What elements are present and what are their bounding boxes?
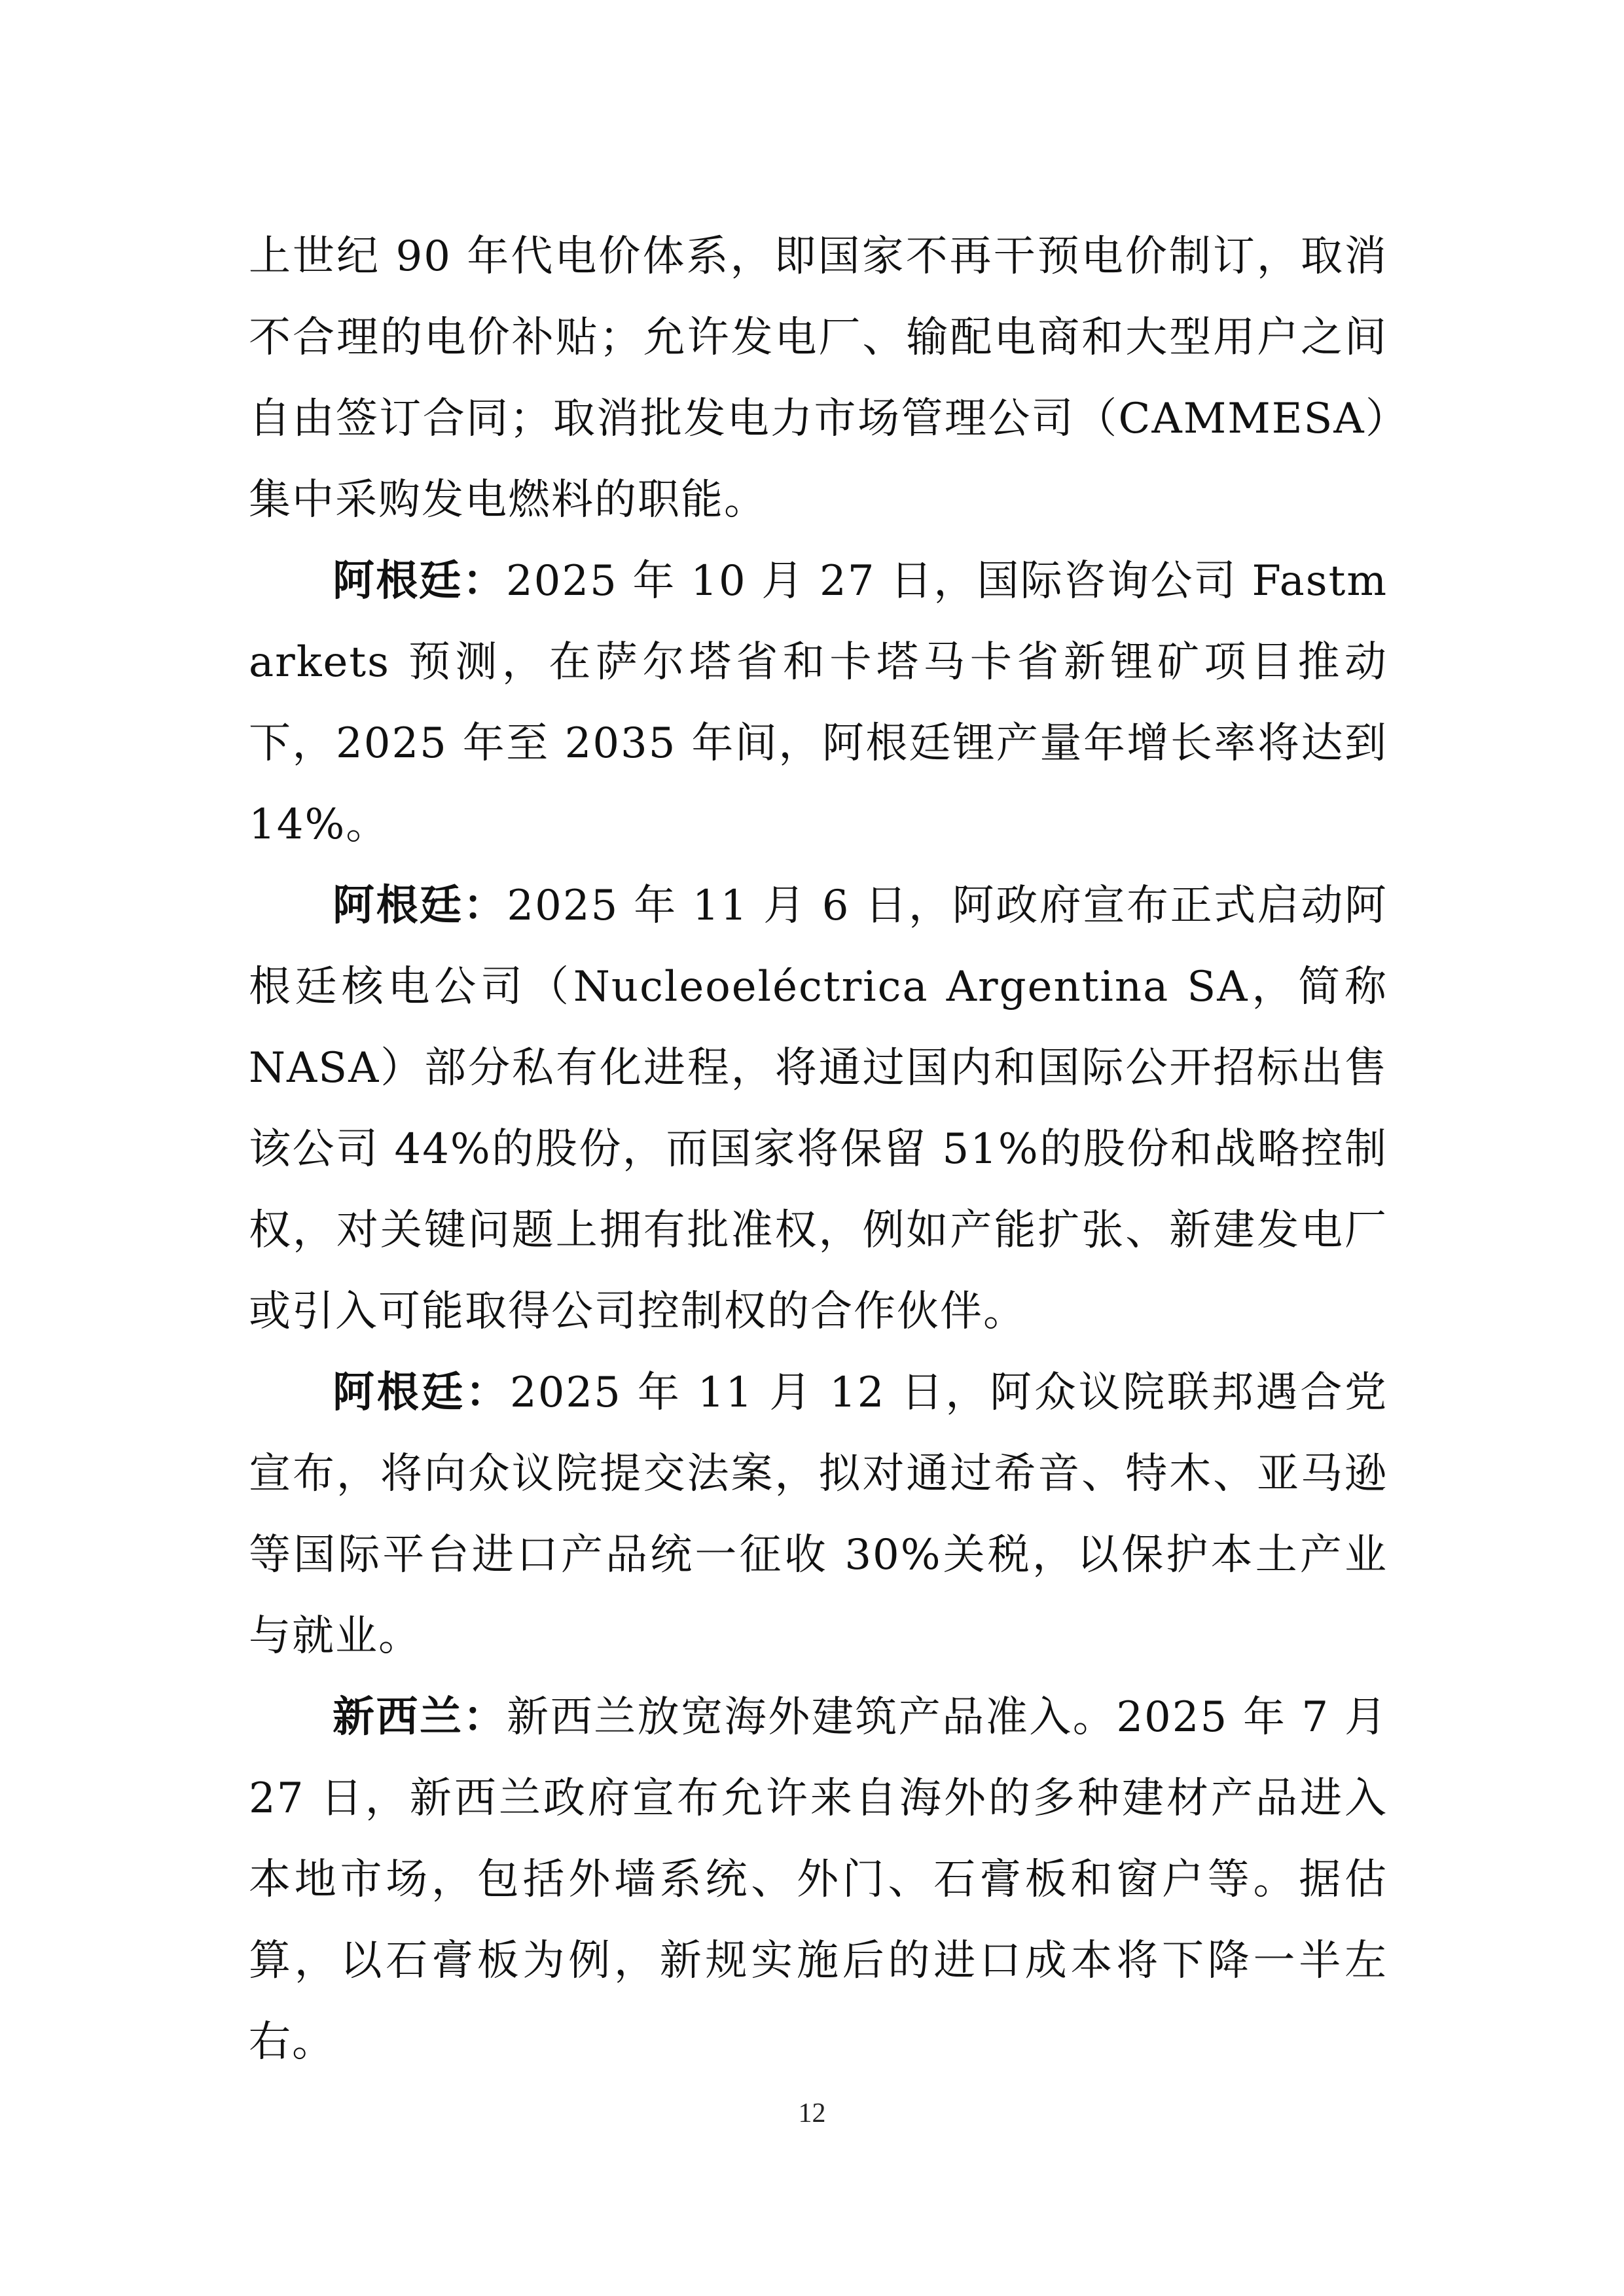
country-label: 阿根廷： [333, 1368, 510, 1417]
paragraph-argentina-tariff [249, 1352, 1388, 1677]
country-label: 阿根廷： [333, 556, 506, 605]
paragraph-text: 2025 年 11 月 12 日，阿众议院联邦遇合党宣布，将向众议院提交法案，拟对通过希音、特木、亚马逊等国际平台进口产品统一征收 30%关税，以保护本土产业与就业。 [249, 1369, 1388, 1660]
page-number: 12 [798, 2098, 826, 2128]
country-label: 新西兰： [333, 1693, 507, 1742]
paragraph-continuation [249, 216, 1388, 541]
paragraph-argentina-nuclear [249, 865, 1388, 1352]
paragraph-new-zealand [249, 1677, 1388, 2083]
paragraph-text: 上世纪 90 年代电价体系，即国家不再干预电价制订，取消不合理的电价补贴；允许发电厂、输配电商和大型用户之间自由签订合同；取消批发电力市场管理公司（CAMMESA）集中采购发电燃料的职能。 [249, 232, 1388, 524]
country-label: 阿根廷： [333, 881, 507, 930]
document-body [249, 216, 1388, 2083]
paragraph-text: 新西兰放宽海外建筑产品准入。2025 年 7 月 27 日，新西兰政府宣布允许来自海外的多种建材产品进入本地市场，包括外墙系统、外门、石膏板和窗户等。据估算，以石膏板为例，新规实施后的进口成本将下降一半左右。 [249, 1693, 1388, 2066]
paragraph-text: 2025 年 11 月 6 日，阿政府宣布正式启动阿根廷核电公司（Nucleoeléctrica Argentina SA，简称 NASA）部分私有化进程，将通过国内和国际公开招标出售该公司 44%的股份，而国家将保留 51%的股份和战略控制权，对关键问题上拥有批准权，例如产能扩张、新建发电厂或引入可能取得公司控制权的合作伙伴。 [249, 882, 1388, 1336]
paragraph-argentina-lithium [249, 541, 1388, 865]
paragraph-text: 2025 年 10 月 27 日，国际咨询公司 Fastmarkets 预测，在萨尔塔省和卡塔马卡省新锂矿项目推动下，2025 年至 2035 年间，阿根廷锂产量年增长率将达到 14%。 [249, 557, 1388, 849]
